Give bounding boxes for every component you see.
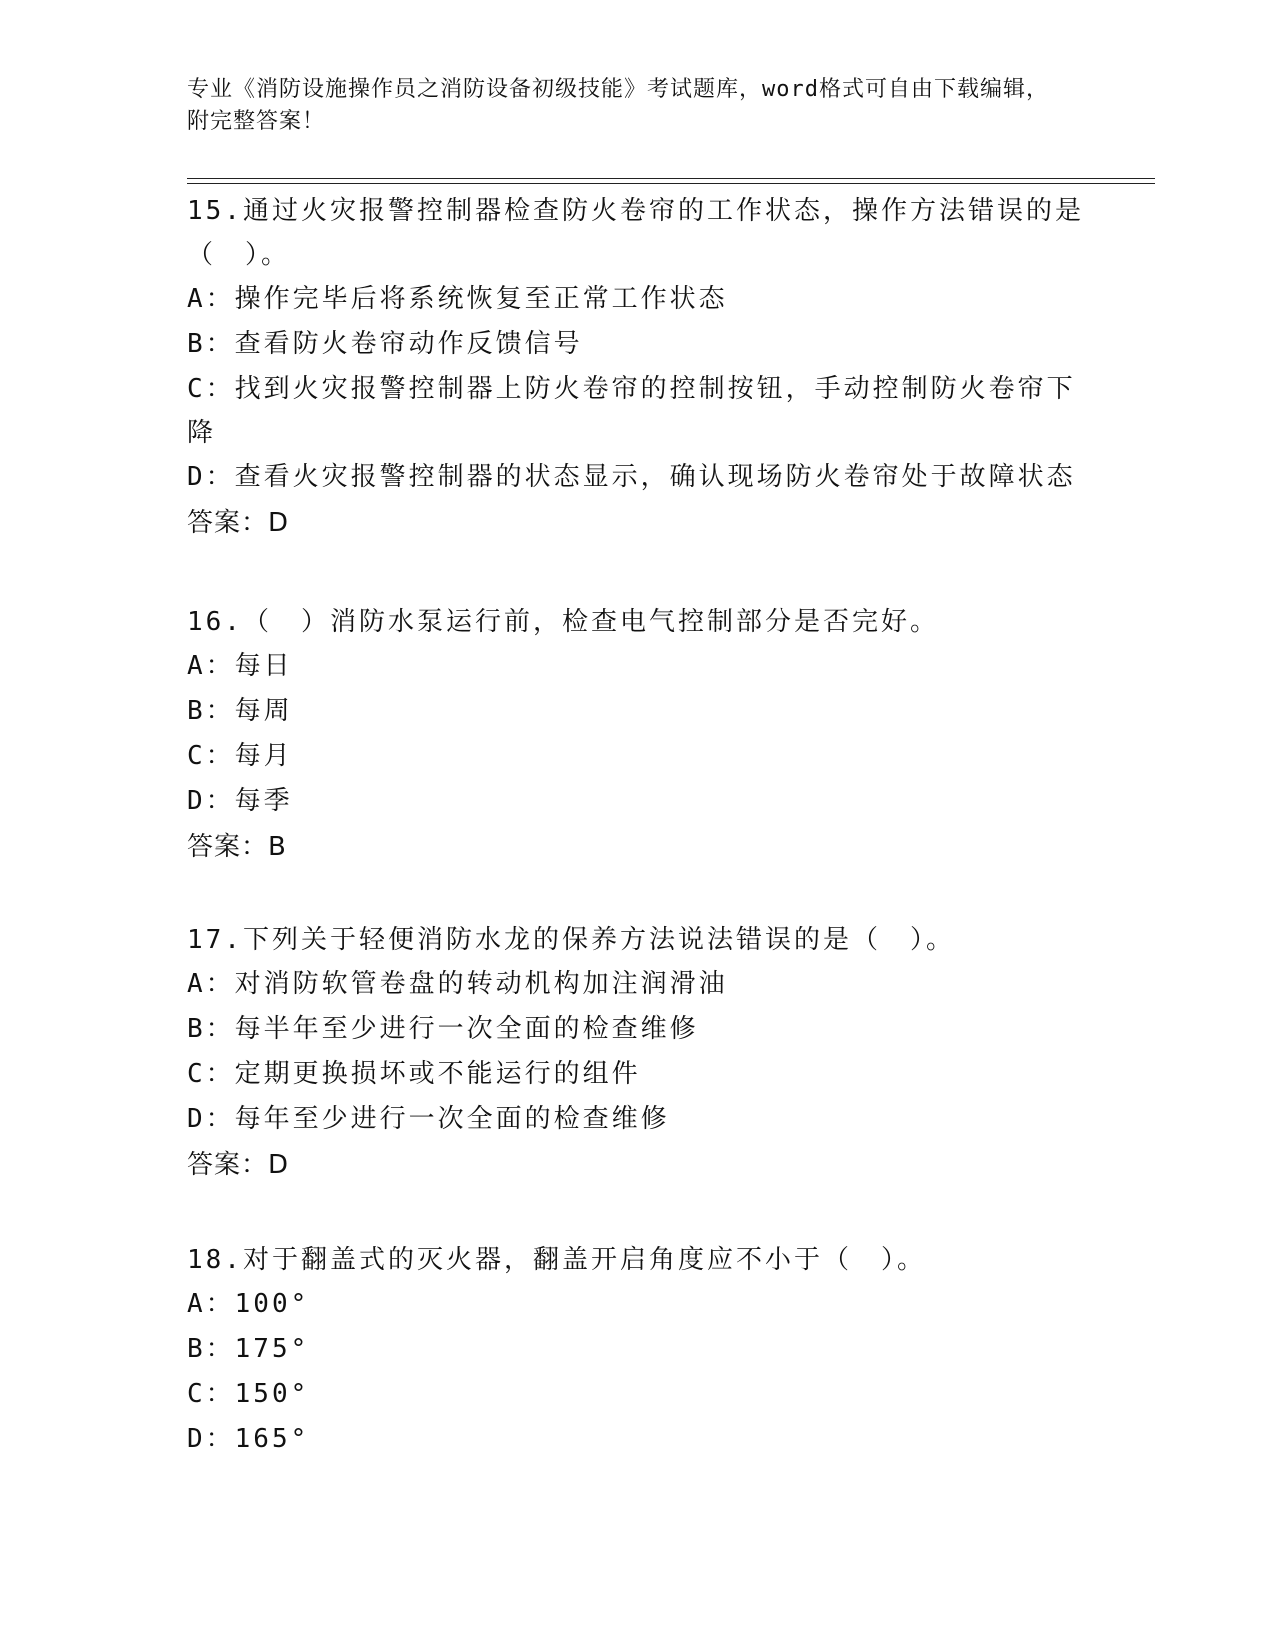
option-a: A：每日 (187, 651, 293, 681)
option-b: B：每周 (187, 696, 293, 726)
question-17 (187, 918, 1087, 1188)
option-b: B：175° (187, 1334, 310, 1364)
question-15 (187, 189, 1087, 546)
answer: 答案：B (187, 832, 287, 862)
header-divider-bottom (187, 183, 1155, 184)
option-d: D：每季 (187, 786, 293, 816)
document-header: 专业《消防设施操作员之消防设备初级技能》考试题库，word格式可自由下载编辑，附完整答案！ (187, 77, 1049, 134)
option-b: B：每半年至少进行一次全面的检查维修 (187, 1014, 699, 1044)
answer: 答案：D (187, 1150, 290, 1180)
question-stem: 18.对于翻盖式的灭火器，翻盖开启角度应不小于（ ）。 (187, 1245, 926, 1275)
question-stem: 16.（ ）消防水泵运行前，检查电气控制部分是否完好。 (187, 607, 939, 637)
option-d: D：查看火灾报警控制器的状态显示，确认现场防火卷帘处于故障状态 (187, 462, 1076, 492)
option-c: C：每月 (187, 741, 293, 771)
answer: 答案：D (187, 508, 290, 538)
option-c: C：定期更换损坏或不能运行的组件 (187, 1059, 641, 1089)
question-stem: 17.下列关于轻便消防水龙的保养方法说法错误的是（ ）。 (187, 925, 955, 955)
option-d: D：每年至少进行一次全面的检查维修 (187, 1104, 670, 1134)
question-16 (187, 600, 1087, 870)
question-18 (187, 1238, 1087, 1462)
header-divider-top (187, 178, 1155, 179)
option-a: A：100° (187, 1289, 310, 1319)
option-a: A：对消防软管卷盘的转动机构加注润滑油 (187, 969, 728, 999)
question-stem: 15.通过火灾报警控制器检查防火卷帘的工作状态，操作方法错误的是（ ）。 (187, 196, 1084, 270)
option-a: A：操作完毕后将系统恢复至正常工作状态 (187, 284, 728, 314)
option-d: D：165° (187, 1424, 310, 1454)
option-b: B：查看防火卷帘动作反馈信号 (187, 329, 583, 359)
option-c: C：找到火灾报警控制器上防火卷帘的控制按钮，手动控制防火卷帘下降 (187, 374, 1076, 448)
option-c: C：150° (187, 1379, 310, 1409)
